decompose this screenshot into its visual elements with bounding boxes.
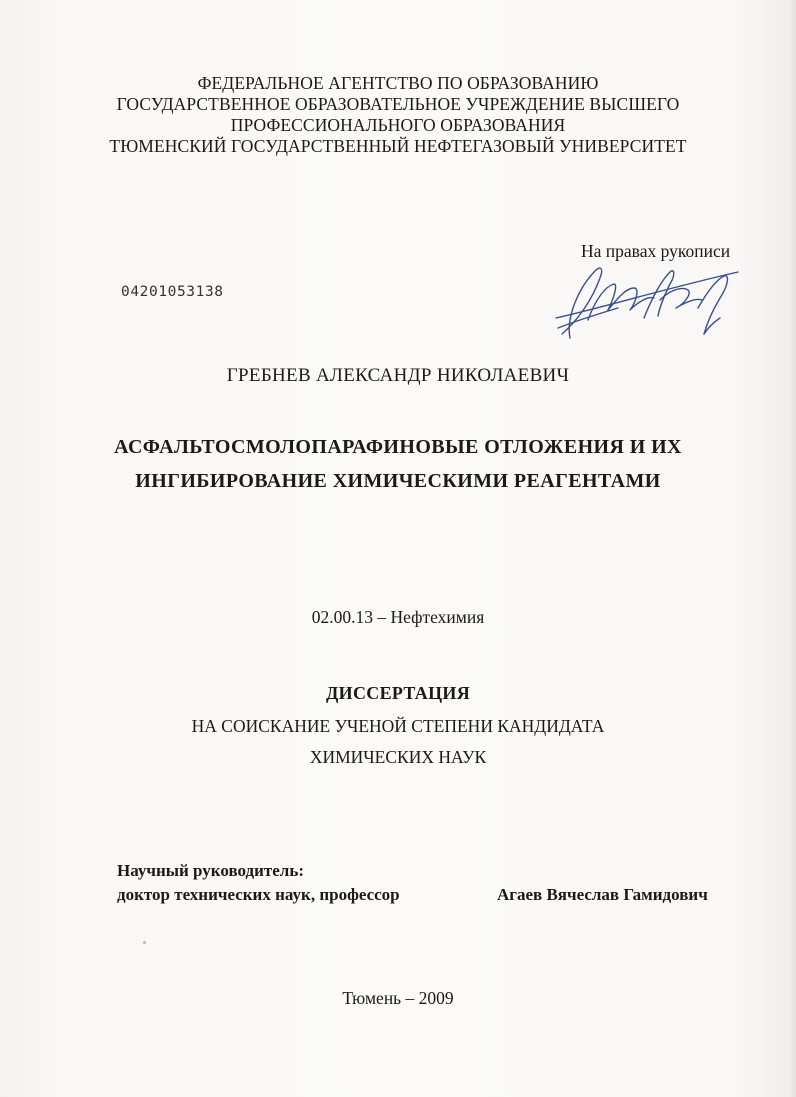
supervisor-name: Агаев Вячеслав Гамидович <box>497 885 708 904</box>
supervisor-label: Научный руководитель: <box>117 861 304 880</box>
degree-line-1: НА СОИСКАНИЕ УЧЕНОЙ СТЕПЕНИ КАНДИДАТА <box>191 716 605 736</box>
header-education-level: ПРОФЕССИОНАЛЬНОГО ОБРАЗОВАНИЯ <box>230 115 566 135</box>
degree-line-2: ХИМИЧЕСКИХ НАУК <box>309 747 487 767</box>
title-line-1: АСФАЛЬТОСМОЛОПАРАФИНОВЫЕ ОТЛОЖЕНИЯ И ИХ <box>114 436 682 458</box>
place-and-year: Тюмень – 2009 <box>342 988 454 1008</box>
document-type: ДИССЕРТАЦИЯ <box>325 683 470 703</box>
author-name: ГРЕБНЕВ АЛЕКСАНДР НИКОЛАЕВИЧ <box>226 365 570 386</box>
supervisor-title: доктор технических наук, профессор <box>117 885 400 904</box>
header-university-name: ТЮМЕНСКИЙ ГОСУДАРСТВЕННЫЙ НЕФТЕГАЗОВЫЙ УНИВЕРСИТЕТ <box>109 136 687 156</box>
archive-number: 04201053138 <box>121 284 224 300</box>
handwritten-signature <box>548 258 748 348</box>
header-institution-type: ГОСУДАРСТВЕННОЕ ОБРАЗОВАТЕЛЬНОЕ УЧРЕЖДЕНИЕ ВЫСШЕГО <box>116 94 680 114</box>
manuscript-note: На правах рукописи <box>581 241 731 261</box>
paper-speck <box>143 941 146 944</box>
specialty-code: 02.00.13 – Нефтехимия <box>311 607 485 627</box>
header-agency: ФЕДЕРАЛЬНОЕ АГЕНТСТВО ПО ОБРАЗОВАНИЮ <box>197 73 599 93</box>
title-line-2: ИНГИБИРОВАНИЕ ХИМИЧЕСКИМИ РЕАГЕНТАМИ <box>135 470 661 492</box>
page-edge-shadow <box>790 0 796 1097</box>
